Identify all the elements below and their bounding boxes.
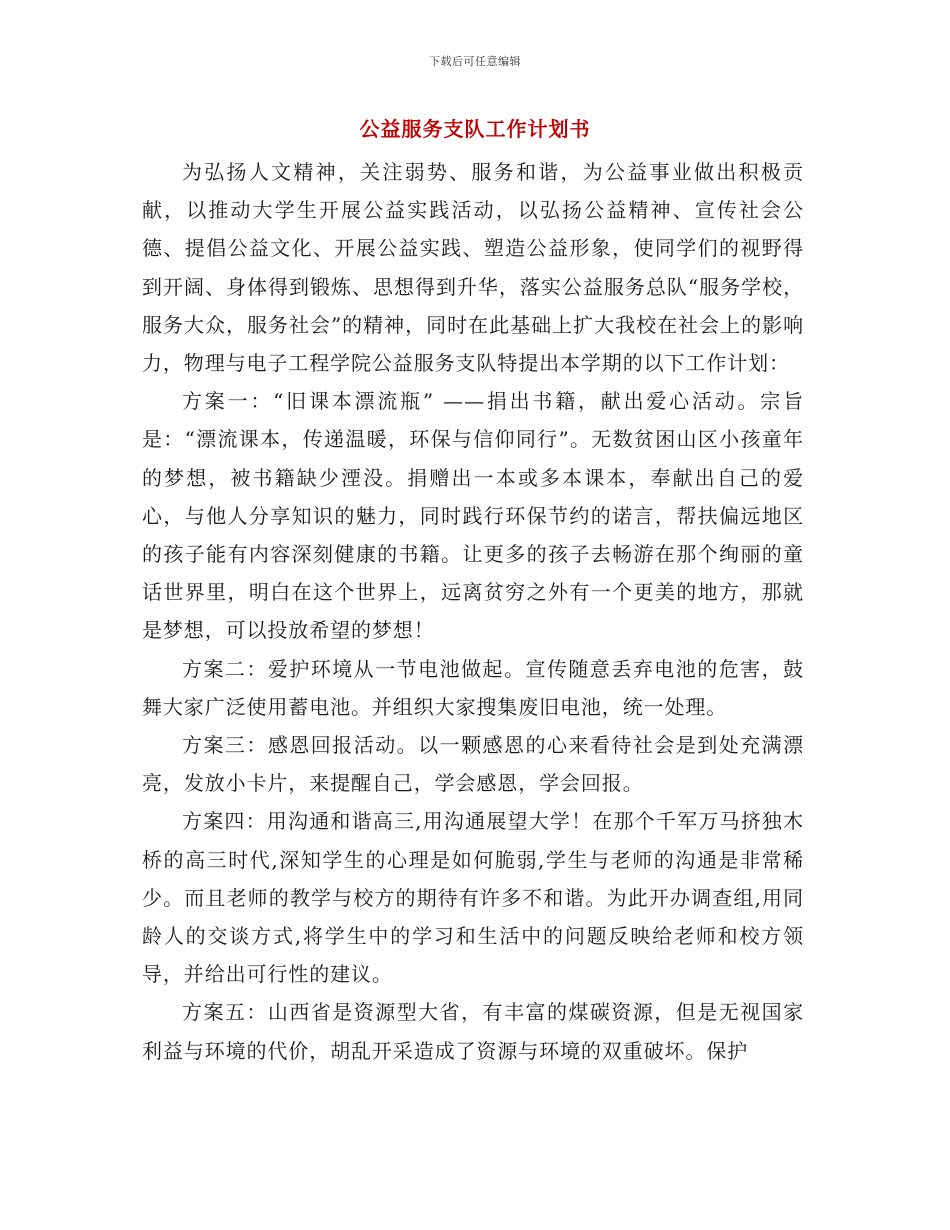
header-note: 下载后可任意编辑 [429, 55, 521, 68]
plan-three-paragraph: 方案三：感恩回报活动。以一颗感恩的心来看待社会是到处充满漂亮，发放小卡片，来提醒自己，学会感恩，学会回报。 [142, 733, 804, 796]
intro-paragraph: 为弘扬人文精神，关注弱势、服务和谐，为公益事业做出积极贡献，以推动大学生开展公益实践活动，以弘扬公益精神、宣传社会公德、提倡公益文化、开展公益实践、塑造公益形象，使同学们的视野得到开阔、身体得到锻炼、思想得到升华，落实公益服务总队“服务学校，服务大众，服务社会”的精神，同时在此基础上扩大我校在社会上的影响力，物理与电子工程学院公益服务支队特提出本学期的以下工作计划： [142, 160, 804, 376]
plan-two-paragraph: 方案二：爱护环境从一节电池做起。宣传随意丢弃电池的危害，鼓舞大家广泛使用蓄电池。并组织大家搜集废旧电池，统一处理。 [142, 656, 804, 719]
page-title: 公益服务支队工作计划书 [359, 117, 591, 141]
plan-five-paragraph: 方案五：山西省是资源型大省，有丰富的煤碳资源，但是无视国家利益与环境的代价，胡乱开采造成了资源与环境的双重破坏。保护 [142, 1000, 804, 1063]
plan-one-paragraph: 方案一：“旧课本漂流瓶” ——捐出书籍，献出爱心活动。宗旨是：“漂流课本，传递温暖，环保与信仰同行”。无数贫困山区小孩童年的梦想，被书籍缺少湮没。捐赠出一本或多本课本，奉献出自己的爱心，与他人分享知识的魅力，同时践行环保节约的诺言，帮扶偏远地区的孩子能有内容深刻健康的书籍。让更多的孩子去畅游在那个绚丽的童话世界里，明白在这个世界上，远离贫穷之外有一个更美的地方，那就是梦想，可以投放希望的梦想！ [142, 389, 804, 643]
document-body [142, 153, 804, 1070]
plan-four-paragraph: 方案四：用沟通和谐高三,用沟通展望大学！在那个千军万马挤独木桥的高三时代,深知学生的心理是如何脆弱,学生与老师的沟通是非常稀少。而且老师的教学与校方的期待有许多不和谐。为此开办调查组,用同龄人的交谈方式,将学生中的学习和生活中的问题反映给老师和校方领导，并给出可行性的建议。 [142, 809, 804, 987]
